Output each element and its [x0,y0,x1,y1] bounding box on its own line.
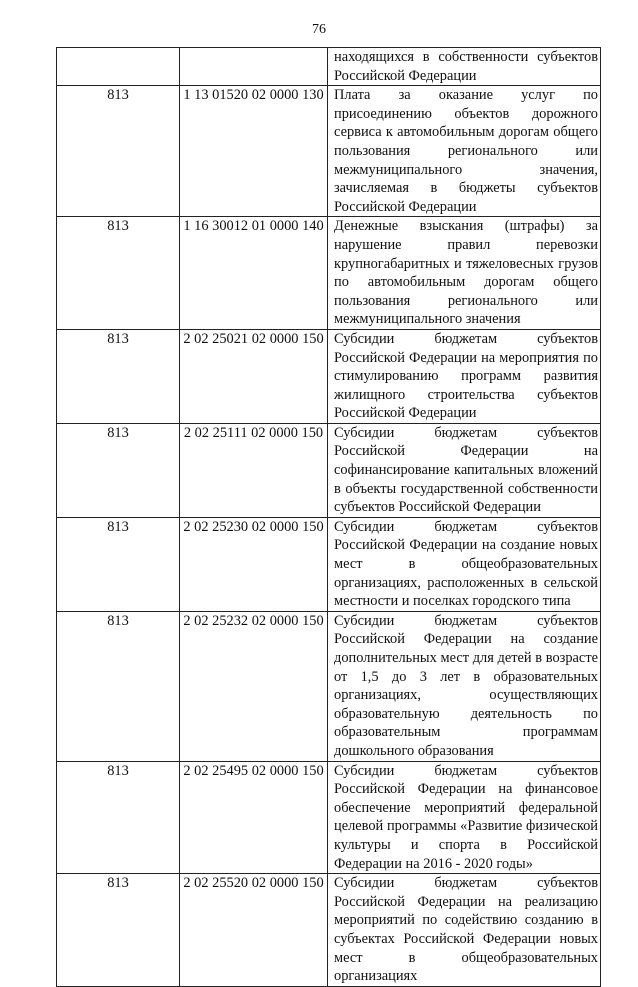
admin-code-cell: 813 [57,86,180,217]
budget-classification-code-cell: 2 02 25520 02 0000 150 [180,874,328,987]
income-description-text: Субсидии бюджетам субъектов Российской Федерации на софинансирование капитальных вложений в объекты государственной собственности субъектов Российской Федерации [334,424,598,516]
table-row [57,217,601,330]
income-description-text: Субсидии бюджетам субъектов Российской Федерации на реализацию мероприятий по содействию созданию в субъектах Российской Федерации новых мест в общеобразовательных организациях [334,875,598,985]
income-description-text: Субсидии бюджетам субъектов Российской Федерации на создание дополнительных мест для детей в возрасте от 1,5 до 3 лет в образовательных организациях, осуществляющих образовательную деятельность по образовательным программам дошкольного образования [334,612,598,759]
income-description-cell [328,86,601,217]
budget-classification-code-cell [180,48,328,86]
budget-classification-code-cell: 2 02 25230 02 0000 150 [180,517,328,611]
page-number: 76 [312,22,326,37]
revenue-codes-table [56,47,601,987]
income-description-cell [328,517,601,611]
income-description-cell [328,761,601,874]
income-description-text: Плата за оказание услуг по присоединению объектов дорожного сервиса к автомобильным дорогам общего пользования регионального или межмуниципального значения, зачисляемая в бюджеты субъектов Российской Федерации [334,87,598,215]
budget-classification-code-cell: 2 02 25495 02 0000 150 [180,761,328,874]
income-description-text: Денежные взыскания (штрафы) за нарушение правил перевозки крупногабаритных и тяжеловесных грузов по автомобильным дорогам общего пользования регионального или межмуниципального значения [334,218,598,328]
table-row [57,611,601,761]
income-description-cell [328,874,601,987]
income-description-text: Субсидии бюджетам субъектов Российской Федерации на мероприятия по стимулированию программ развития жилищного строительства субъектов Российской Федерации [334,330,598,422]
admin-code-cell: 813 [57,611,180,761]
budget-classification-code-cell: 1 13 01520 02 0000 130 [180,86,328,217]
admin-code-cell: 813 [57,517,180,611]
admin-code-cell: 813 [57,761,180,874]
table-row [57,517,601,611]
income-description-cell [328,48,601,86]
admin-code-cell: 813 [57,217,180,330]
table-row [57,329,601,423]
budget-classification-code-cell: 1 16 30012 01 0000 140 [180,217,328,330]
table-row [57,874,601,987]
admin-code-cell [57,48,180,86]
table-row [57,86,601,217]
admin-code-cell: 813 [57,874,180,987]
budget-classification-code-cell: 2 02 25111 02 0000 150 [180,423,328,517]
budget-classification-code-cell: 2 02 25232 02 0000 150 [180,611,328,761]
income-description-cell [328,423,601,517]
income-description-cell [328,329,601,423]
income-description-text: Субсидии бюджетам субъектов Российской Федерации на финансовое обеспечение мероприятий федеральной целевой программы «Развитие физической культуры и спорта в Российской Федерации на 2016 - 2020 годы» [334,762,598,872]
admin-code-cell: 813 [57,423,180,517]
income-description-cell [328,217,601,330]
income-description-text: находящихся в собственности субъектов Российской Федерации [334,49,598,84]
table-row [57,761,601,874]
income-description-cell [328,611,601,761]
budget-classification-code-cell: 2 02 25021 02 0000 150 [180,329,328,423]
admin-code-cell: 813 [57,329,180,423]
table-row [57,48,601,86]
table-row [57,423,601,517]
income-description-text: Субсидии бюджетам субъектов Российской Федерации на создание новых мест в общеобразовательных организациях, расположенных в сельской местности и поселках городского типа [334,518,598,610]
